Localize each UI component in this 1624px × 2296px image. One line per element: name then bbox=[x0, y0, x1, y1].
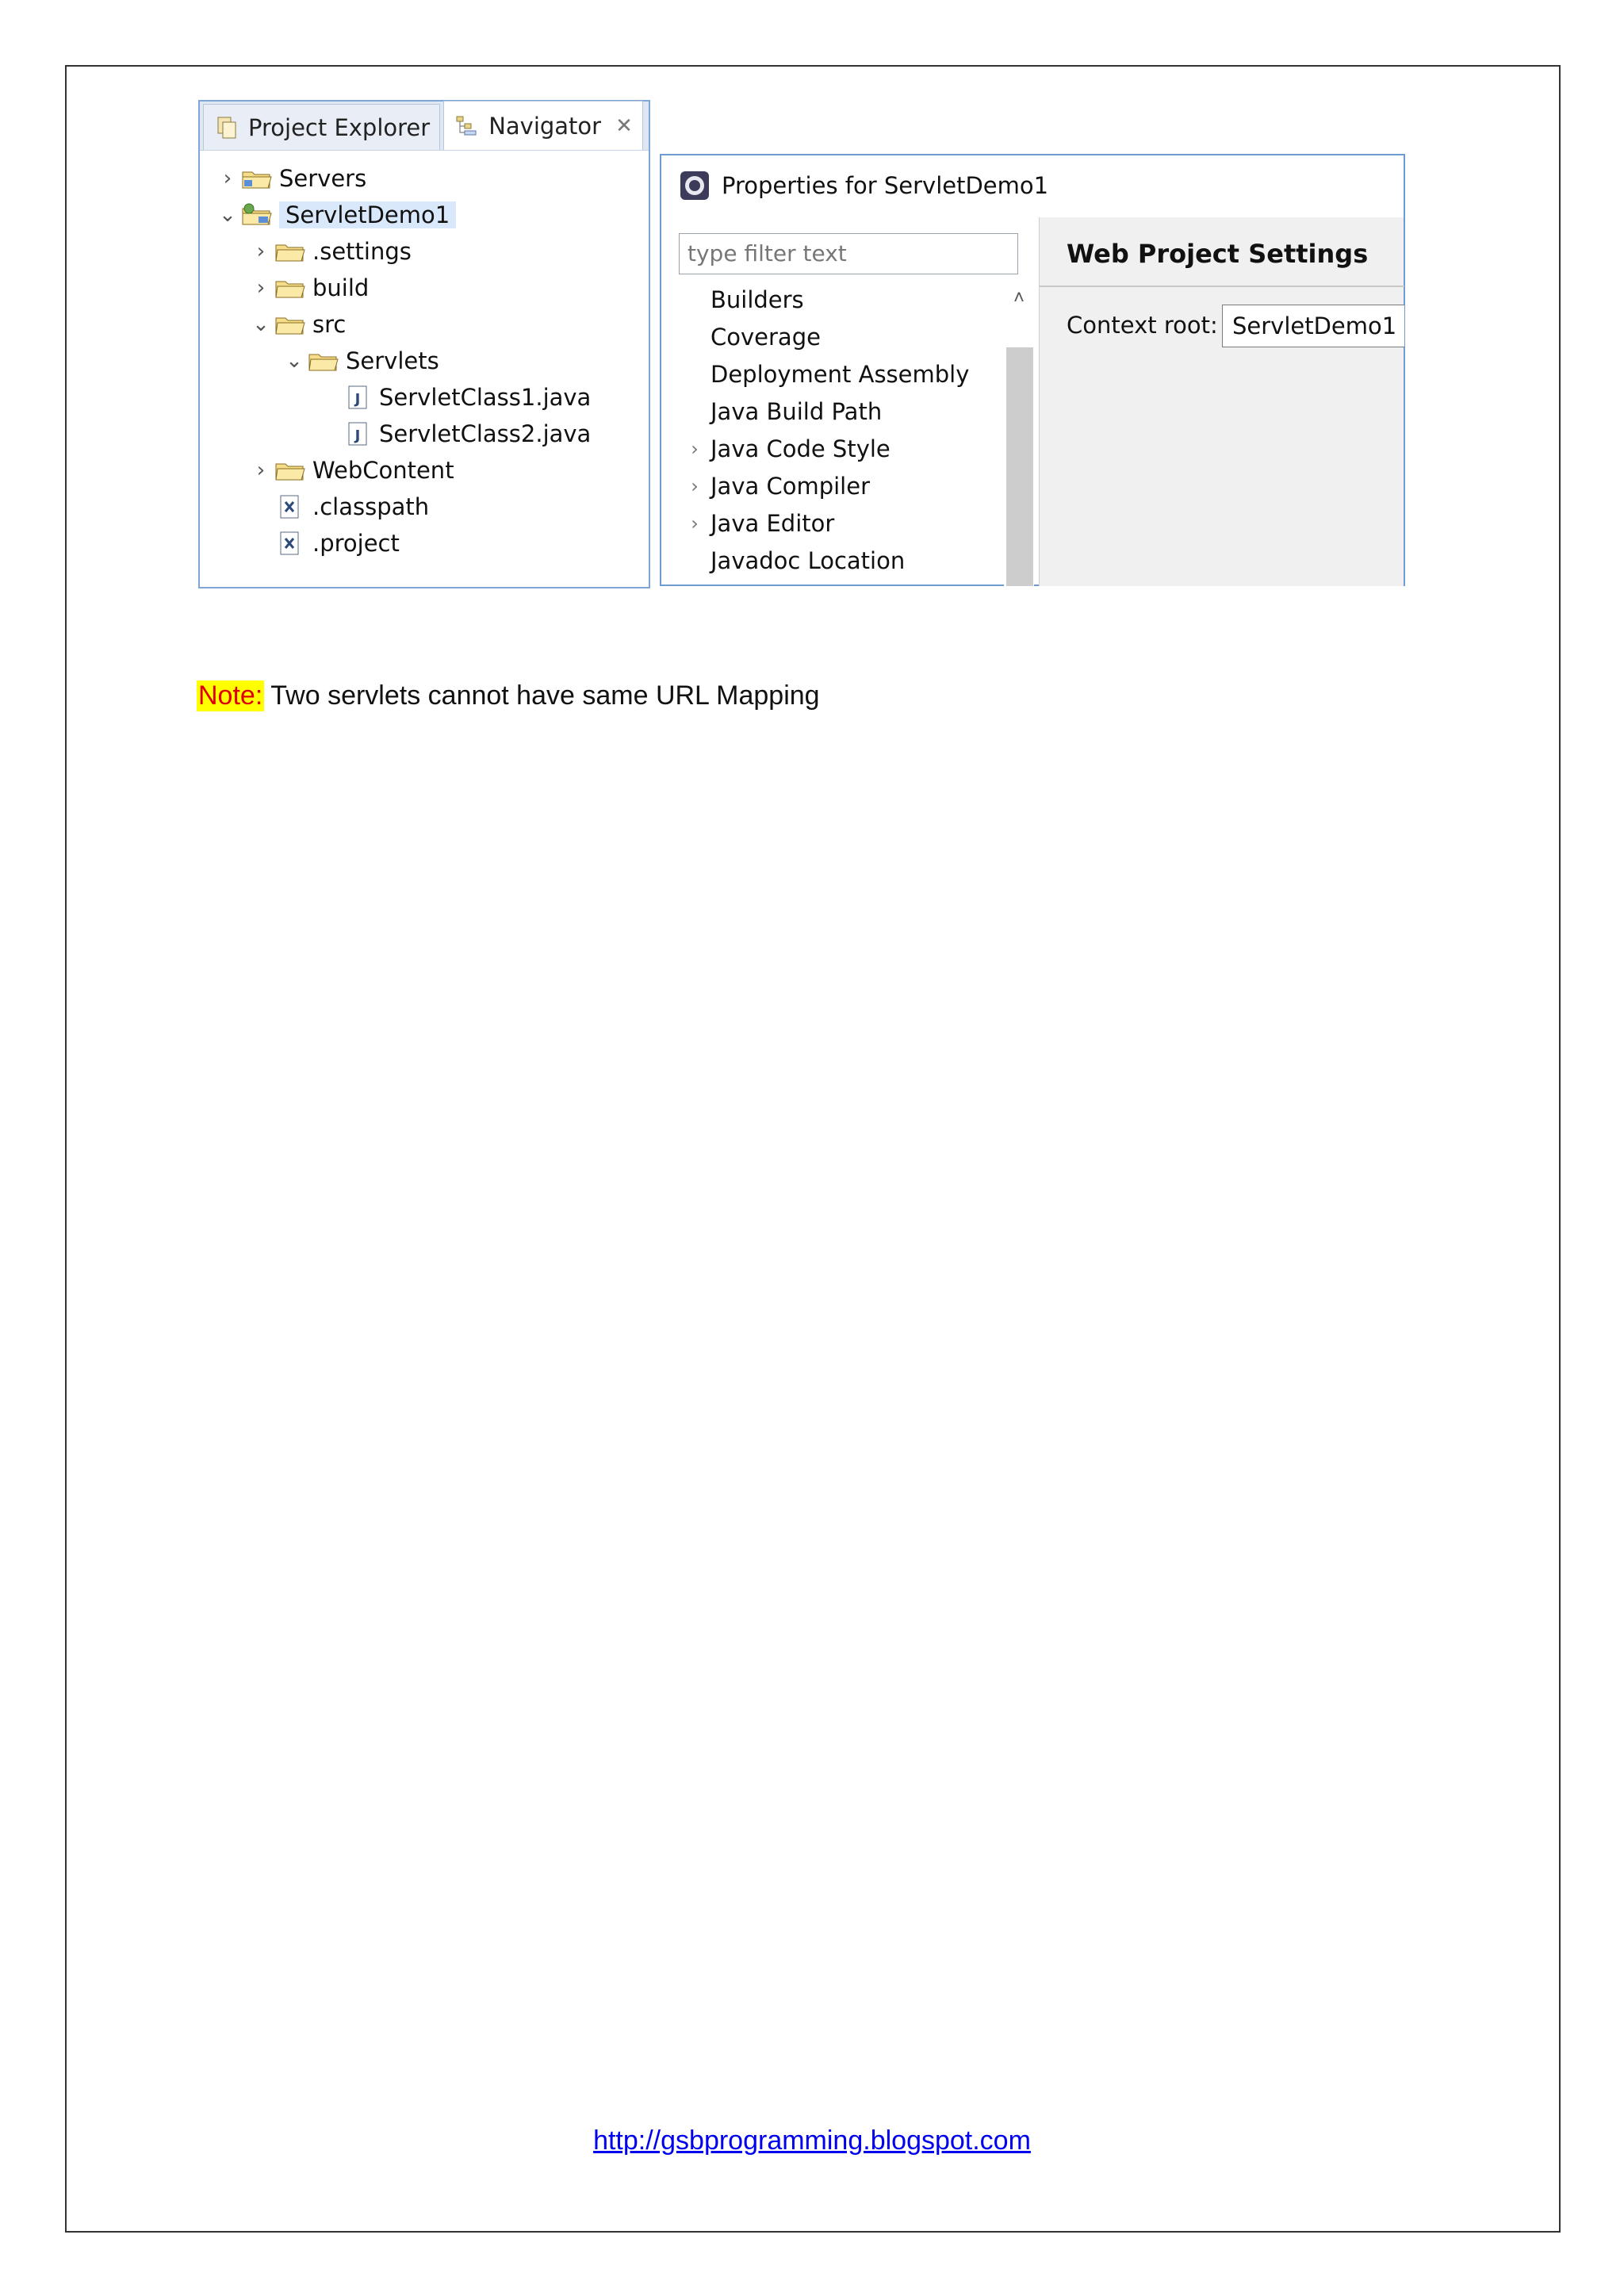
tab-navigator-label: Navigator bbox=[488, 112, 602, 140]
chevron-right-icon[interactable]: › bbox=[223, 167, 232, 190]
chevron-right-icon[interactable]: › bbox=[256, 458, 266, 482]
tree-item-label: src bbox=[312, 311, 347, 338]
nav-item-javadoc-location[interactable] bbox=[679, 543, 905, 578]
dialog-title-text: Properties for ServletDemo1 bbox=[722, 172, 1049, 199]
tree-item-classpath[interactable] bbox=[251, 490, 429, 523]
nav-item-label: Builders bbox=[710, 286, 804, 313]
nav-item-builders[interactable] bbox=[679, 282, 804, 317]
tree-item-label: ServletClass1.java bbox=[379, 384, 592, 411]
nav-item-label: Coverage bbox=[710, 324, 821, 351]
folder-icon bbox=[274, 458, 306, 483]
nav-item-deployment-assembly[interactable] bbox=[679, 357, 969, 392]
folder-icon bbox=[274, 275, 306, 301]
navigator-icon bbox=[454, 113, 481, 140]
nav-item-label: Java Compiler bbox=[710, 473, 871, 500]
property-nav-list bbox=[679, 282, 1025, 586]
note-paragraph bbox=[197, 676, 820, 715]
tree-item-servletclass1[interactable] bbox=[317, 381, 591, 414]
tree-item-label: .project bbox=[312, 530, 400, 557]
tab-navigator[interactable] bbox=[443, 101, 643, 150]
tree-item-settings[interactable] bbox=[251, 235, 412, 268]
tree-item-build[interactable] bbox=[251, 271, 369, 305]
scroll-up-icon[interactable]: ˄ bbox=[1013, 287, 1025, 309]
project-explorer-icon bbox=[213, 114, 240, 141]
java-file-icon bbox=[341, 421, 373, 447]
chevron-right-icon[interactable]: › bbox=[256, 240, 266, 263]
tree-item-label: Servers bbox=[279, 165, 367, 192]
properties-dialog bbox=[660, 154, 1405, 586]
context-root-input[interactable]: ServletDemo1 bbox=[1222, 305, 1404, 347]
nav-item-coverage[interactable] bbox=[679, 320, 821, 355]
close-icon[interactable]: ✕ bbox=[615, 113, 633, 138]
nav-item-java-editor[interactable] bbox=[679, 506, 834, 541]
nav-item-label: Deployment Assembly bbox=[710, 361, 970, 388]
nav-item-label: Javadoc Location bbox=[710, 547, 906, 574]
tree-item-servletdemo1[interactable] bbox=[217, 198, 456, 232]
note-text: Two servlets cannot have same URL Mapping bbox=[270, 680, 820, 711]
section-divider bbox=[1040, 286, 1404, 287]
nav-item-java-compiler[interactable] bbox=[679, 469, 870, 504]
svg-text:J: J bbox=[354, 427, 361, 444]
settings-pane bbox=[1039, 217, 1404, 586]
filter-input[interactable]: type filter text bbox=[679, 233, 1018, 274]
dialog-title bbox=[679, 168, 1048, 203]
tree-item-label: WebContent bbox=[312, 457, 454, 484]
tree-item-label: build bbox=[312, 274, 370, 301]
explorer-tab-bar bbox=[200, 102, 649, 151]
chevron-down-icon[interactable]: ⌄ bbox=[252, 312, 270, 336]
svg-text:J: J bbox=[354, 391, 361, 408]
project-explorer-panel bbox=[198, 100, 650, 588]
nav-item-label: Java Code Style bbox=[710, 435, 891, 462]
tree-item-label: .settings bbox=[312, 238, 412, 265]
folder-icon bbox=[308, 348, 339, 374]
xml-file-icon bbox=[274, 531, 306, 556]
project-tree bbox=[200, 151, 649, 557]
footer-link[interactable]: http://gsbprogramming.blogspot.com bbox=[593, 2125, 1031, 2156]
tree-item-project[interactable] bbox=[251, 527, 400, 560]
tree-item-label: ServletDemo1 bbox=[279, 201, 456, 228]
tree-item-servlets[interactable] bbox=[284, 344, 439, 378]
tree-item-webcontent[interactable] bbox=[251, 454, 454, 487]
chevron-right-icon[interactable]: › bbox=[691, 438, 699, 460]
tree-item-label: ServletClass2.java bbox=[379, 420, 592, 447]
tree-item-label: Servlets bbox=[346, 347, 439, 374]
tab-project-explorer[interactable] bbox=[203, 104, 440, 150]
chevron-right-icon[interactable]: › bbox=[691, 475, 699, 497]
nav-item-java-code-style[interactable] bbox=[679, 431, 891, 466]
tree-item-src[interactable] bbox=[251, 308, 346, 341]
scrollbar-thumb[interactable] bbox=[1006, 347, 1033, 586]
nav-item-java-build-path[interactable] bbox=[679, 394, 882, 429]
nav-item-label: Java Editor bbox=[710, 510, 835, 537]
tree-item-servers[interactable] bbox=[217, 162, 366, 195]
section-title: Web Project Settings bbox=[1067, 239, 1369, 269]
chevron-down-icon[interactable]: ⌄ bbox=[285, 349, 303, 373]
context-root-label: Context root: bbox=[1067, 312, 1218, 339]
chevron-right-icon[interactable]: › bbox=[256, 276, 266, 300]
tree-item-servletclass2[interactable] bbox=[317, 417, 591, 450]
java-file-icon bbox=[341, 385, 373, 410]
xml-file-icon bbox=[274, 494, 306, 519]
chevron-down-icon[interactable]: ⌄ bbox=[219, 203, 236, 227]
folder-icon bbox=[274, 239, 306, 264]
chevron-right-icon[interactable]: › bbox=[691, 512, 699, 535]
folder-icon bbox=[274, 312, 306, 337]
gear-icon bbox=[679, 170, 710, 201]
note-highlight: Note: bbox=[198, 680, 263, 711]
web-project-icon bbox=[241, 202, 273, 228]
tree-item-label: .classpath bbox=[312, 493, 430, 520]
nav-item-label: Java Build Path bbox=[710, 398, 883, 425]
tab-project-explorer-label: Project Explorer bbox=[248, 113, 431, 141]
project-folder-icon bbox=[241, 166, 273, 191]
